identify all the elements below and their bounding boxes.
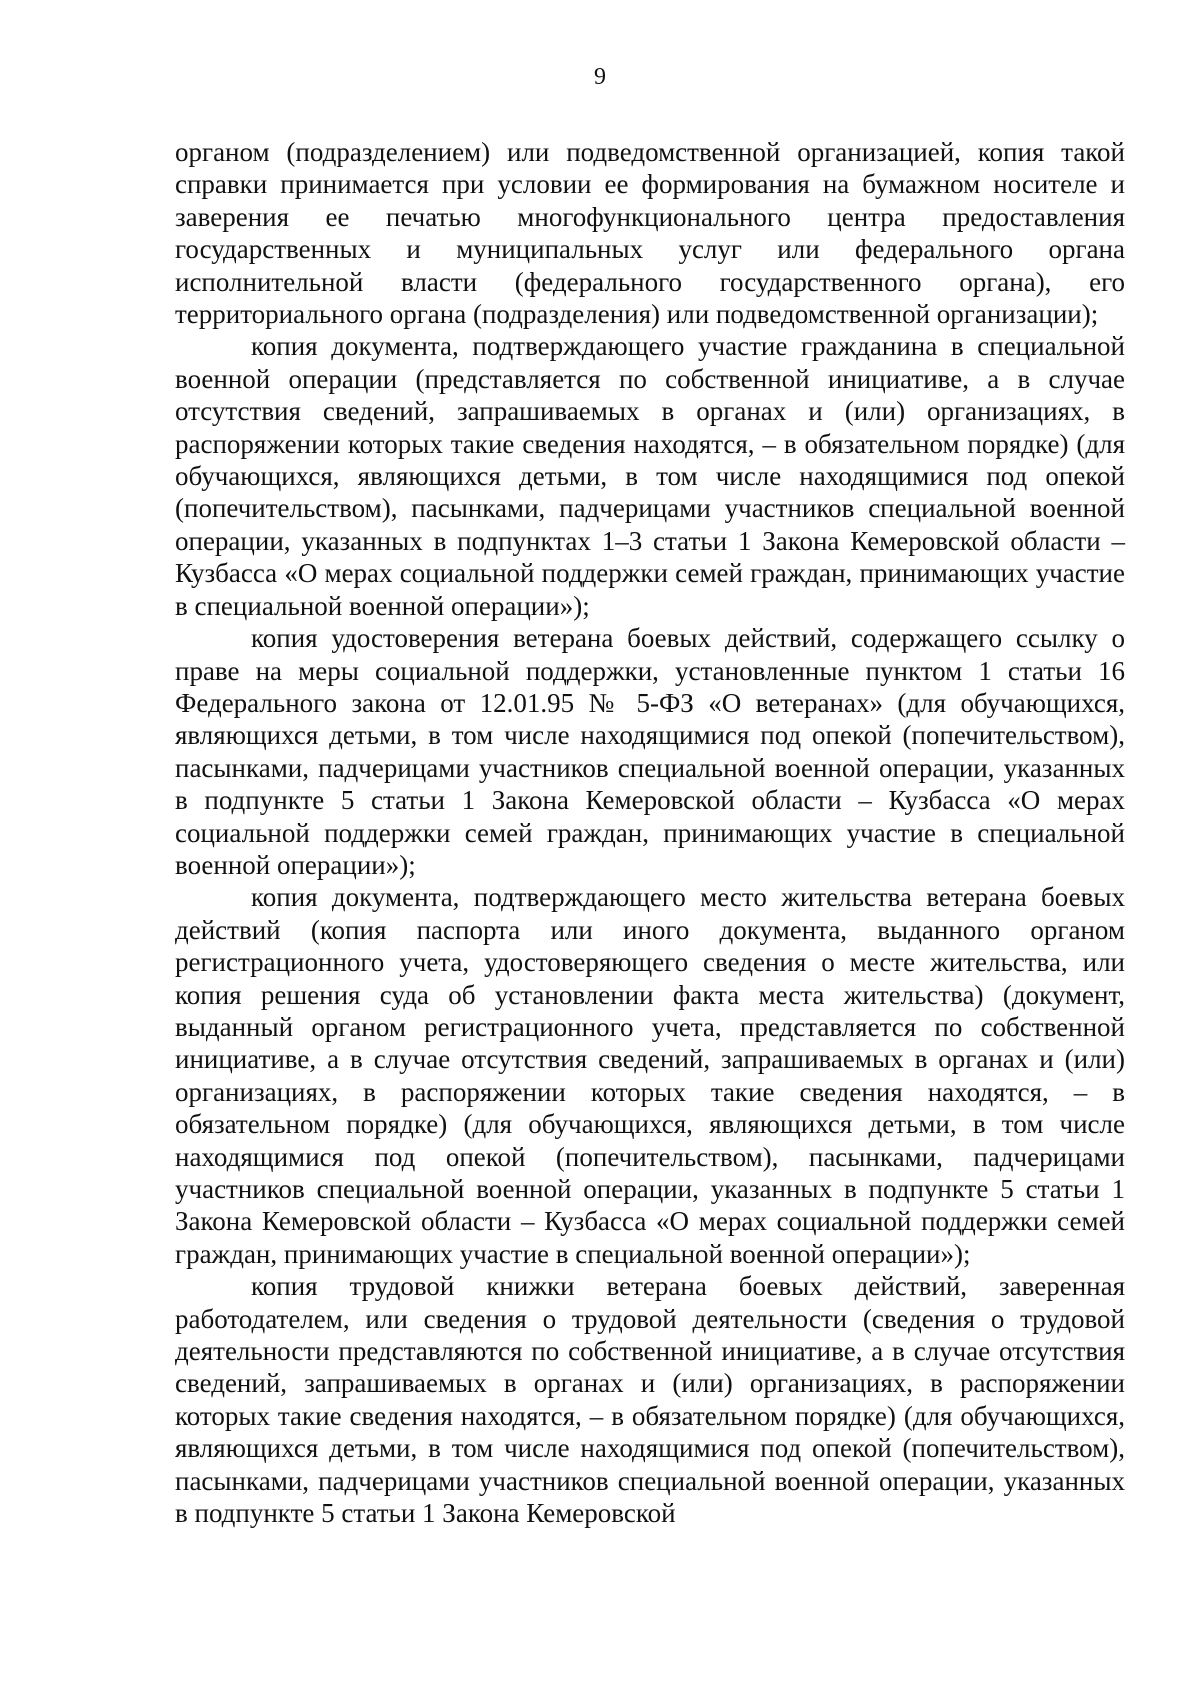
document-body	[175, 136, 1125, 1529]
page-number: 9	[594, 64, 606, 90]
paragraph-residence-document: копия документа, подтверждающего место жительства ветерана боевых действий (копия паспорта или иного документа, выданного органом регистрационного учета, удостоверяющего сведения о месте жительства, или копия решения суда об установлении факта места жительства) (документ, выданный органом регистрационного учета, представляется по собственной инициативе, а в случае отсутствия сведений, запрашиваемых в органах и (или) организациях, в распоряжении которых такие сведения находятся, – в обязательном порядке) (для обучающихся, являющихся детьми, в том числе находящимися под опекой (попечительством), пасынками, падчерицами участников специальной военной операции, указанных в подпункте 5 статьи 1 Закона Кемеровской области – Кузбасса «О мерах социальной поддержки семей граждан, принимающих участие в специальной военной операции»);	[175, 882, 1125, 1269]
paragraph-continuation: органом (подразделением) или подведомственной организацией, копия такой справки принимается при условии ее формирования на бумажном носителе и заверения ее печатью многофункционального центра предоставления государственных и муниципальных услуг или федерального органа исполнительной власти (федерального государственного органа), его территориального органа (подразделения) или подведомственной организации);	[175, 137, 1125, 330]
paragraph-veteran-certificate: копия удостоверения ветерана боевых действий, содержащего ссылку о праве на меры социальной поддержки, установленные пунктом 1 статьи 16 Федерального закона от 12.01.95 № 5-ФЗ «О ветеранах» (для обучающихся, являющихся детьми, в том числе находящимися под опекой (попечительством), пасынками, падчерицами участников специальной военной операции, указанных в подпункте 5 статьи 1 Закона Кемеровской области – Кузбасса «О мерах социальной поддержки семей граждан, принимающих участие в специальной военной операции»);	[175, 623, 1125, 880]
paragraph-employment-record: копия трудовой книжки ветерана боевых действий, заверенная работодателем, или сведения о трудовой деятельности (сведения о трудовой деятельности представляются по собственной инициативе, а в случае отсутствия сведений, запрашиваемых в органах и (или) организациях, в распоряжении которых такие сведения находятся, – в обязательном порядке) (для обучающихся, являющихся детьми, в том числе находящимися под опекой (попечительством), пасынками, падчерицами участников специальной военной операции, указанных в подпункте 5 статьи 1 Закона Кемеровской	[175, 1271, 1125, 1529]
paragraph-svo-participation-document: копия документа, подтверждающего участие гражданина в специальной военной операции (представляется по собственной инициативе, а в случае отсутствия сведений, запрашиваемых в органах и (или) организациях, в распоряжении которых такие сведения находятся, – в обязательном порядке) (для обучающихся, являющихся детьми, в том числе находящимися под опекой (попечительством), пасынками, падчерицами участников специальной военной операции, указанных в подпунктах 1–3 статьи 1 Закона Кемеровской области – Кузбасса «О мерах социальной поддержки семей граждан, принимающих участие в специальной военной операции»);	[175, 331, 1125, 621]
